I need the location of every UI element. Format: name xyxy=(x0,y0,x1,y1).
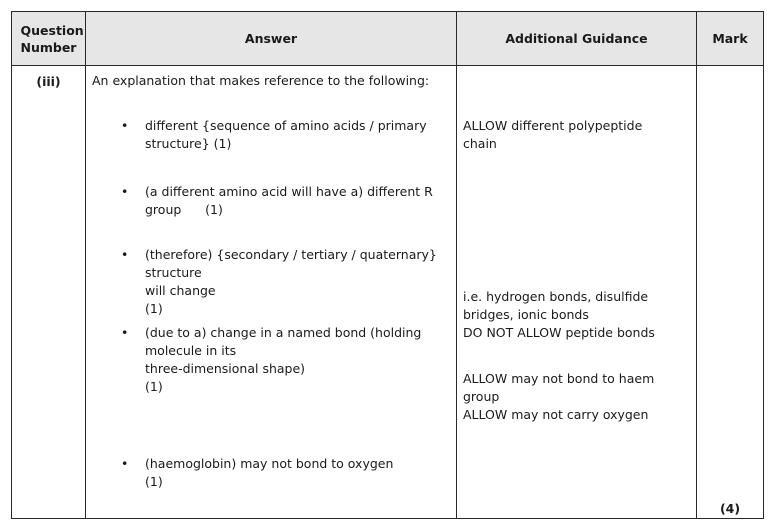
guidance-3-line-1: ALLOW may not bond to haem xyxy=(463,371,655,386)
bullet-3-line-1: (therefore) {secondary / tertiary / quaternary} xyxy=(145,247,437,262)
guidance-3-line-2: group xyxy=(463,389,500,404)
bullet-4-line-1: (due to a) change in a named bond (holding xyxy=(145,325,422,340)
bullet-1-line-1: different {sequence of amino acids / primary xyxy=(145,118,427,133)
header-guidance: Additional Guidance xyxy=(457,12,697,66)
guidance-1 xyxy=(463,117,642,153)
question-number-cell xyxy=(12,66,86,519)
guidance-3 xyxy=(463,370,654,424)
bullet-2 xyxy=(145,183,433,219)
guidance-2-line-3: DO NOT ALLOW peptide bonds xyxy=(463,325,655,340)
mark-value: (4) xyxy=(719,501,741,516)
header-question-number xyxy=(12,12,86,66)
bullet-3 xyxy=(145,246,437,318)
bullet-2-line-1: (a different amino acid will have a) different R xyxy=(145,184,433,199)
guidance-1-line-1: ALLOW different polypeptide xyxy=(463,118,643,133)
bullet-3-line-2: structure xyxy=(145,265,202,280)
bullet-1-line-2: structure} (1) xyxy=(145,136,232,151)
bullet-5-line-2: (1) xyxy=(145,474,163,489)
guidance-1-line-2: chain xyxy=(463,136,497,151)
guidance-2 xyxy=(463,288,655,342)
bullet-4-line-4: (1) xyxy=(145,379,163,394)
bullet-marker: • xyxy=(121,184,129,199)
bullet-marker: • xyxy=(121,118,129,133)
answer-cell xyxy=(86,66,457,519)
bullet-1 xyxy=(145,117,427,153)
header-mark: Mark xyxy=(697,12,764,66)
guidance-3-line-3: ALLOW may not carry oxygen xyxy=(463,407,649,422)
bullet-5 xyxy=(145,455,393,491)
bullet-marker: • xyxy=(121,456,129,471)
guidance-2-line-1: i.e. hydrogen bonds, disulfide xyxy=(463,289,649,304)
bullet-4 xyxy=(145,324,421,396)
header-answer: Answer xyxy=(86,12,457,66)
question-number: (iii) xyxy=(36,74,61,89)
guidance-cell xyxy=(457,66,697,519)
answer-row xyxy=(12,66,764,519)
mark-cell xyxy=(697,66,764,519)
answer-intro: An explanation that makes reference to the following: xyxy=(92,73,430,88)
bullet-3-line-3: will change xyxy=(145,283,216,298)
guidance-2-line-2: bridges, ionic bonds xyxy=(463,307,589,322)
bullet-marker: • xyxy=(121,325,129,340)
bullet-marker: • xyxy=(121,247,129,262)
bullet-5-line-1: (haemoglobin) may not bond to oxygen xyxy=(145,456,394,471)
bullet-4-line-3: three-dimensional shape) xyxy=(145,361,306,376)
header-row xyxy=(12,12,764,66)
header-question-number-text: Question Number xyxy=(20,22,84,55)
mark-scheme-table xyxy=(11,11,764,519)
bullet-3-line-4: (1) xyxy=(145,301,163,316)
bullet-2-line-2: group (1) xyxy=(145,202,223,217)
bullet-4-line-2: molecule in its xyxy=(145,343,237,358)
